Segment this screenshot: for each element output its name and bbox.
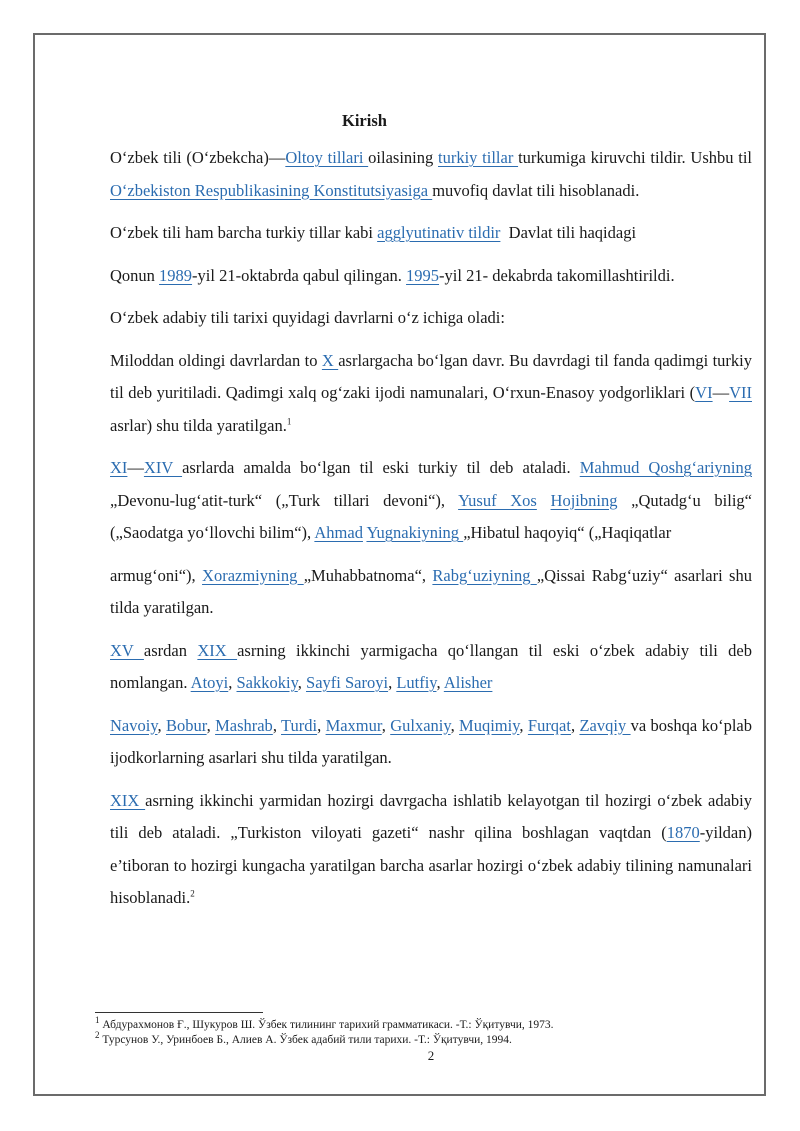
link-muqimiy[interactable]: Muqimiy: [459, 715, 520, 735]
paragraph-qonun: Qonun 1989-yil 21-oktabrda qabul qilingan. 1995-yil 21- dekabrda takomillashtirildi.: [110, 265, 675, 285]
footnote-ref-2[interactable]: 2: [190, 888, 195, 899]
link-lutfiy[interactable]: Lutfiy: [396, 673, 437, 692]
paragraph-davrlar: O‘zbek adabiy tili tarixi quyidagi davrlarni o‘z ichiga oladi:: [110, 308, 505, 327]
link-1995[interactable]: 1995: [406, 265, 440, 285]
paragraph-eski-ozbek: XV asrdan XIX asrning ikkinchi yarmigacha qo‘llangan til eski o‘zbek adabiy tili deb nomlangan. Atoyi, Sakkokiy, Sayfi Saroyi, Lutfiy, Alisher: [110, 640, 752, 692]
link-xv[interactable]: XV: [110, 640, 144, 660]
link-xiv[interactable]: XIV: [143, 458, 183, 477]
link-mahmud-qoshgariy[interactable]: Mahmud Qoshg‘ariyning: [579, 458, 752, 477]
link-xorazmiy[interactable]: Xorazmiyning: [202, 565, 304, 585]
link-maxmur[interactable]: Maxmur: [325, 715, 382, 735]
link-ahmad[interactable]: Ahmad: [314, 523, 363, 542]
page-title: Kirish: [342, 111, 387, 130]
link-navoiy[interactable]: Navoiy: [110, 715, 158, 735]
link-alisher[interactable]: Alisher: [443, 673, 493, 692]
link-gulxaniy[interactable]: Gulxaniy: [390, 715, 451, 735]
link-furqat[interactable]: Furqat: [527, 715, 571, 735]
link-sakkokiy[interactable]: Sakkokiy: [236, 673, 298, 692]
link-xix[interactable]: XIX: [197, 640, 238, 660]
document-body: [110, 100, 752, 915]
link-turkiy-tillar[interactable]: turkiy tillar: [438, 148, 519, 167]
link-1989[interactable]: 1989: [159, 265, 193, 285]
paragraph-agglyutinativ: O‘zbek tili ham barcha turkiy tillar kabi agglyutinativ tildir Davlat tili haqidagi: [110, 223, 637, 242]
paragraph-armugoni: armug‘oni“), Xorazmiyning „Muhabbatnoma“, Rabg‘uziyning „Qissai Rabg‘uziy“ asarlari shu tilda yaratilgan.: [110, 565, 752, 617]
link-atoyi[interactable]: Atoyi: [190, 673, 229, 692]
footnote-ref-1[interactable]: 1: [286, 416, 292, 426]
link-x-asr[interactable]: X: [321, 350, 339, 370]
link-1870[interactable]: 1870: [666, 823, 700, 842]
footnote-separator: [95, 1012, 263, 1013]
link-yusuf-xos[interactable]: Yusuf Xos: [458, 490, 537, 510]
link-xi[interactable]: XI: [110, 458, 128, 477]
link-vii[interactable]: VII: [729, 383, 752, 402]
link-sayfi-saroyi[interactable]: Sayfi Saroyi: [306, 673, 389, 692]
link-hojib[interactable]: Hojibning: [550, 490, 618, 510]
link-yugnakiy[interactable]: Yugnakiyning: [366, 523, 464, 542]
link-bobur[interactable]: Bobur: [166, 715, 207, 735]
paragraph-hozirgi: XIX asrning ikkinchi yarmidan hozirgi davrgacha ishlatib kelayotgan til hozirgi o‘zbek adabiy tili deb ataladi. „Turkiston viloyati gazeti“ nashr qilina boshlagan vaqtdan (1870-yildan) e’tiboran to hozirgi kungacha yaratilgan barcha asarlar hozirgi o‘zbek adabiy tilining namunalari hisoblanadi.$^2$: [110, 790, 752, 907]
link-agglyutinativ[interactable]: agglyutinativ tildir: [377, 223, 501, 242]
footnotes: [95, 1015, 755, 1048]
link-konstitutsiya[interactable]: O‘zbekiston Respublikasining Konstitutsiyasiga: [110, 180, 433, 200]
paragraph-qadimgi: Miloddan oldingi davrlardan to X asrlargacha bo‘lgan davr. Bu davrdagi til fanda qadimgi turkiy til deb yuritiladi. Qadimgi xalq og‘zaki ijodi namunalari, O‘rxun-Enasoy yodgorliklari (VI—VII asrlar) shu tilda yaratilgan.$^1$: [110, 350, 752, 435]
link-zavqiy[interactable]: Zavqiy: [579, 715, 631, 735]
paragraph-intro: O‘zbek tili (O‘zbekcha)—Oltoy tillari oilasining turkiy tillar turkumiga kiruvchi tildir. Ushbu til O‘zbekiston Respublikasining Konstitutsiyasiga muvofiq davlat tili hisoblanadi.: [110, 148, 752, 200]
link-vi[interactable]: VI: [695, 383, 713, 402]
link-xix-hozirgi[interactable]: XIX: [110, 790, 146, 810]
paragraph-ijodkorlar: Navoiy, Bobur, Mashrab, Turdi, Maxmur, Gulxaniy, Muqimiy, Furqat, Zavqiy va boshqa ko‘plab ijodkorlarning asarlari shu tilda yaratilgan.: [110, 715, 752, 767]
footnote-2: $^2$ Турсунов У., Уринбоев Б., Алиев А. Ўзбек адабий тили тарихи. -Т.: Ўқитувчи, 1994.: [95, 1030, 512, 1046]
paragraph-eski-turkiy: XI—XIV asrlarda amalda bo‘lgan til eski turkiy til deb ataladi. Mahmud Qoshg‘ariyning „Devonu-lug‘atit-turk“ („Turk tillari devoni“), Yusuf Xos Hojibning „Qutadg‘u bilig“ („Saodatga yo‘llovchi bilim“), Ahmad Yugnakiyning „Hibatul haqoyiq“ („Haqiqatlar: [110, 458, 753, 542]
link-mashrab[interactable]: Mashrab: [215, 715, 273, 735]
link-oltoy-tillari[interactable]: Oltoy tillari: [285, 148, 369, 167]
page-number: 2: [427, 1048, 435, 1063]
footnote-1: $^1$ Абдурахмонов Ғ., Шукуров Ш. Ўзбек тилининг тарихий грамматикаси. -Т.: Ўқитувчи, 1973.: [95, 1015, 554, 1031]
link-rabguziy[interactable]: Rabg‘uziyning: [432, 565, 537, 585]
link-turdi[interactable]: Turdi: [281, 715, 318, 735]
